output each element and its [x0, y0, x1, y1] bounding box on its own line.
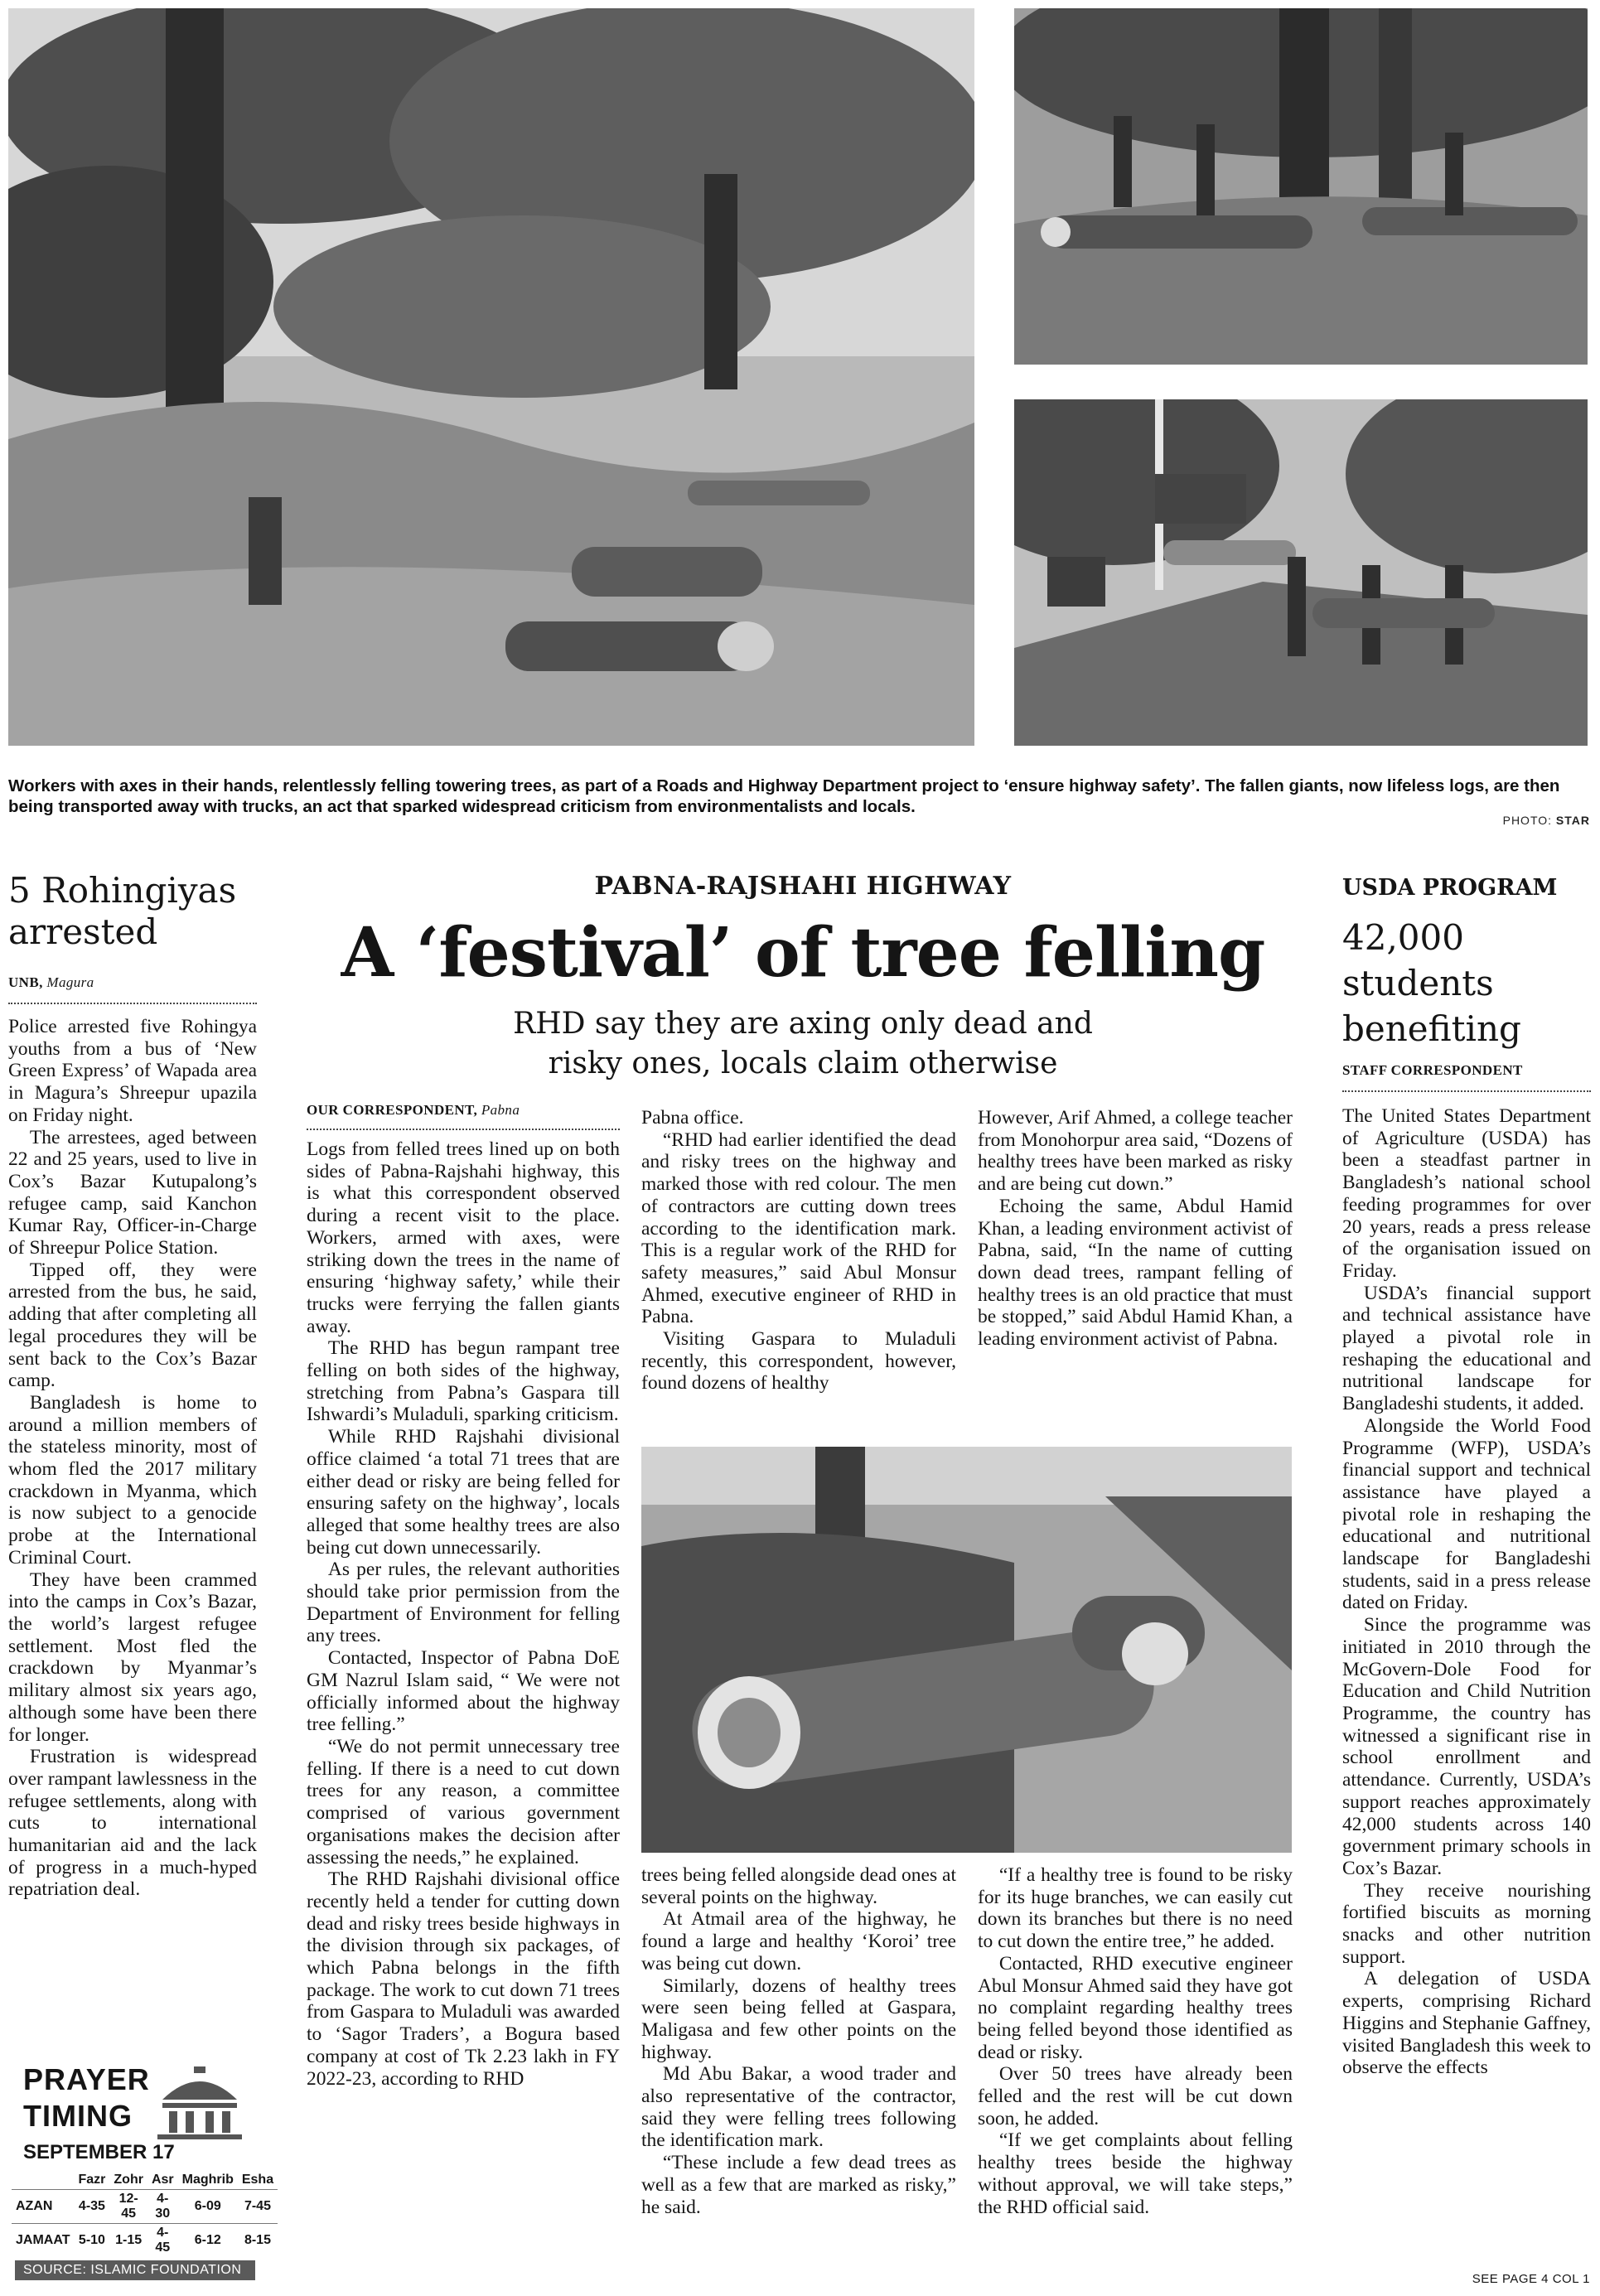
photo-tree-felling-top-right [1014, 8, 1588, 365]
photo-credit-source: STAR [1555, 814, 1590, 827]
left-story-byline [8, 974, 94, 991]
main-story-paragraph: Echoing the same, Abdul Hamid Khan, a leading environment activist of Pabna, said, “In the name of cutting down dead trees, rampant felling of healthy trees is an old practice that must be stopped,” said Abdul Hamid Khan, a leading environment activist of Pabna. [978, 1195, 1293, 1351]
prayer-time: 1-15 [115, 2233, 143, 2247]
prayer-time: 5-10 [78, 2233, 105, 2247]
photo-log-loading-bottom-right [1014, 399, 1588, 746]
photo-credit-label: PHOTO: [1502, 814, 1553, 827]
prayer-time: 4-35 [78, 2199, 105, 2213]
right-story-headline-line1: 42,000 [1342, 917, 1464, 958]
main-story-paragraph: Md Abu Bakar, a wood trader and also representative of the contractor, said they were felling trees following the identification mark. [641, 2063, 956, 2152]
main-story-subhead-line1: RHD say they are axing only dead and [513, 1007, 1093, 1041]
main-story-col2-top [641, 1107, 956, 1395]
prayer-header: Zohr [114, 2173, 143, 2187]
prayer-title-line2: TIMING [23, 2099, 133, 2133]
main-story-paragraph: At Atmail area of the highway, he found a large and healthy ‘Koroi’ tree was being cut down. [641, 1908, 956, 1975]
main-story-paragraph: “We do not permit unnecessary tree felling. If there is a need to cut down trees for any reason, a committee comprised of various government organisations makes the decision after assessing the needs,” he explained. [307, 1735, 620, 1868]
main-story-paragraph: While RHD Rajshahi divisional office claimed ‘a total 71 trees that are either dead or risky are being felled for ensuring safety on the highway’, locals alleged that some healthy trees are also being cut down unnecessarily. [307, 1426, 620, 1559]
left-story-byline-agency: UNB, [8, 974, 43, 990]
prayer-source: SOURCE: ISLAMIC FOUNDATION [15, 2260, 255, 2280]
main-story-byline-place: Pabna [481, 1102, 520, 1118]
right-story-jump[interactable]: SEE PAGE 4 COL 1 [1472, 2272, 1590, 2286]
main-story-byline-source: OUR CORRESPONDENT, [307, 1102, 478, 1118]
main-story-paragraph: “If we get complaints about felling healthy trees beside the highway without approval, we will take steps,” the RHD official said. [978, 2129, 1293, 2218]
right-story-paragraph: They receive nourishing fortified biscuits as morning snacks and other nutrition support. [1342, 1879, 1591, 1968]
right-story-paragraph: The United States Department of Agriculture (USDA) has been a steadfast partner in Bangladesh’s national school feeding programmes for over 20 years, reads a press release of the organisation issued on Friday. [1342, 1105, 1591, 1282]
main-story-col2-bottom [641, 1864, 956, 2218]
right-story-paragraph: USDA’s financial support and technical assistance have played a pivotal role in reshaping the educational and nutritional landscape for Bangladeshi students, it added. [1342, 1282, 1591, 1415]
right-story-byline: STAFF CORRESPONDENT [1342, 1062, 1523, 1078]
prayer-time: 12-45 [118, 2192, 138, 2221]
prayer-header: Fazr [78, 2173, 106, 2187]
left-story-paragraph: Frustration is widespread over rampant lawlessness in the refugee settlements, along with cuts to international humanitarian aid and the lack of progress in a much-hyped repatriation deal. [8, 1746, 257, 1901]
prayer-table-header [12, 2171, 278, 2190]
photo-caption: Workers with axes in their hands, relentlessly felling towering trees, as part of a Roads and Highway Department project to ‘ensure highway safety’. The fallen giants, now lifeless logs, are then being transported away with trucks, an act that sparked widespread criticism from environmentalists and locals. [8, 776, 1560, 816]
main-story-paragraph: The RHD Rajshahi divisional office recently held a tender for cutting down dead and risky trees beside highways in the division through six packages, of which Pabna belongs in the fifth package. The work to cut down 71 trees from Gaspara to Muladuli was awarded to ‘Sagor Traders’, a Bogura based company at cost of Tk 2.23 lakh in FY 2022-23, according to RHD [307, 1868, 620, 2090]
mosque-icon [154, 2065, 245, 2139]
prayer-row [12, 2190, 278, 2224]
left-story-paragraph: The arrestees, aged between 22 and 25 years, used to live in Cox’s Bazar Kutupalong’s refugee camp, said Kanchon Kumar Ray, Officer-in-Charge of Shreepur Police Station. [8, 1126, 257, 1259]
photo-felled-trunks-middle [641, 1447, 1292, 1853]
right-story-paragraph: A delegation of USDA experts, comprising Richard Higgins and Stephanie Gaffney, visited Bangladesh this week to observe the effects [1342, 1968, 1591, 2079]
left-story-paragraph: Tipped off, they were arrested from the bus, he said, adding that after completing all legal procedures they will be sent back to the Cox’s Bazar camp. [8, 1259, 257, 1392]
main-story-headline: A ‘festival’ of tree felling [341, 913, 1265, 993]
main-story-paragraph: The RHD has begun rampant tree felling on both sides of the highway, stretching from Pabna’s Gaspara till Ishwardi’s Muladuli, sparking criticism. [307, 1337, 620, 1426]
right-story-paragraph: Since the programme was initiated in 2010 through the McGovern-Dole Food for Education and Child Nutrition Programme, the country has witnessed a significant rise in school enrollment and attendance. Currently, USDA’s support reaches approximately 42,000 students across 140 government primary schools in Cox’s Bazar. [1342, 1614, 1591, 1879]
main-story-paragraph: Contacted, RHD executive engineer Abul Monsur Ahmed said they have got no complaint regarding healthy trees being felled beyond those identified as dead or risky. [978, 1952, 1293, 2063]
prayer-header: Asr [151, 2173, 174, 2187]
prayer-row [12, 2224, 278, 2258]
main-story-byline [307, 1102, 520, 1119]
prayer-row-label: AZAN [16, 2199, 53, 2213]
right-story-kicker: USDA PROGRAM [1342, 875, 1558, 901]
main-story-col3-bottom [978, 1864, 1293, 2218]
main-story-kicker: PABNA-RAJSHAHI HIGHWAY [594, 872, 1012, 901]
main-story-paragraph: “These include a few dead trees as well as a few that are marked as risky,” he said. [641, 2152, 956, 2218]
main-story-paragraph: “If a healthy tree is found to be risky for its huge branches, we can easily cut down its branches but there is no need to cut down the entire tree,” he added. [978, 1864, 1293, 1953]
prayer-time: 4-45 [155, 2226, 171, 2255]
main-story-paragraph: Over 50 trees have already been felled and the rest will be cut down soon, he added. [978, 2063, 1293, 2129]
main-story-paragraph: trees being felled alongside dead ones at several points on the highway. [641, 1864, 956, 1908]
main-story-paragraph: “RHD had earlier identified the dead and risky trees on the highway and marked those with red colour. The men of contractors are cutting down trees according to the identification mark. This is a regular work of the RHD for safety measures,” said Abul Monsur Ahmed, executive engineer of RHD in Pabna. [641, 1129, 956, 1328]
right-story-paragraph: Alongside the World Food Programme (WFP), USDA’s financial support and technical assistance have played a pivotal role in reshaping the educational and nutritional landscape for Bangladeshi students, said in a press release dated on Friday. [1342, 1414, 1591, 1614]
right-story-headline-line2: students [1342, 963, 1494, 1003]
main-story-paragraph: However, Arif Ahmed, a college teacher from Monohorpur area said, “Dozens of healthy trees have been marked as risky and are being cut down.” [978, 1107, 1293, 1196]
main-story-byline-rule [307, 1129, 620, 1130]
prayer-date: SEPTEMBER 17 [23, 2141, 175, 2163]
prayer-header: Esha [241, 2173, 274, 2187]
left-story-byline-place: Magura [46, 974, 94, 990]
prayer-row-label: JAMAAT [16, 2233, 70, 2247]
main-story-subhead [302, 1004, 1304, 1084]
prayer-title-line1: PRAYER [23, 2062, 150, 2096]
left-story-paragraph: Police arrested five Rohingya youths from a bus of ‘New Green Express’ of Wapada area in Magura’s Shreepur upazila on Friday night. [8, 1016, 257, 1126]
main-story-subhead-line2: risky ones, locals claim otherwise [548, 1046, 1058, 1080]
main-story-paragraph: Visiting Gaspara to Muladuli recently, this correspondent, however, found dozens of healthy [641, 1328, 956, 1395]
right-story-rule [1342, 1090, 1591, 1092]
prayer-time: 6-09 [194, 2199, 221, 2213]
main-story-paragraph: Pabna office. [641, 1107, 744, 1129]
left-story-rule [8, 1003, 257, 1004]
left-story-paragraph: They have been crammed into the camps in Cox’s Bazar, the world’s largest refugee settlement. Most fled the crackdown by Myanmar’s military almost six years ago, although some have been there for longer. [8, 1569, 257, 1746]
main-story-col1 [307, 1138, 620, 2090]
right-story-body [1342, 1105, 1591, 2079]
left-story-body [8, 1016, 257, 1901]
right-story-headline-line3: benefiting [1342, 1008, 1521, 1049]
prayer-time: 7-45 [244, 2199, 271, 2213]
main-story-paragraph: Logs from felled trees lined up on both sides of Pabna-Rajshahi highway, this is what this correspondent observed during a recent visit to the place. Workers, armed with axes, were striking down the trees in the name of ensuring ‘highway safety,’ while their trucks were ferrying the fallen giants away. [307, 1138, 620, 1337]
left-story-headline: 5 Rohingiyas arrested [8, 870, 237, 952]
main-story-paragraph: Contacted, Inspector of Pabna DoE GM Nazrul Islam said, “ We were not officially informed about the highway tree felling.” [307, 1647, 620, 1736]
prayer-time: 8-15 [244, 2233, 271, 2247]
photo-credit [1503, 814, 1590, 827]
main-story-col3-top [978, 1107, 1293, 1351]
prayer-time: 4-30 [155, 2192, 171, 2221]
main-story-paragraph: Similarly, dozens of healthy trees were seen being felled at Gaspara, Maligasa and few other points on the highway. [641, 1975, 956, 2063]
prayer-time: 6-12 [194, 2233, 221, 2247]
prayer-header: Maghrib [181, 2173, 234, 2187]
prayer-table [12, 2171, 278, 2257]
prayer-timing-box [8, 2058, 274, 2290]
right-story-headline [1342, 915, 1591, 1051]
left-story-paragraph: Bangladesh is home to around a million members of the stateless minority, most of whom fled the 2017 military crackdown in Myanma, which is now subject to a genocide probe at the International Criminal Court. [8, 1391, 257, 1569]
main-story-paragraph: As per rules, the relevant authorities should take prior permission from the Department of Environment for felling any trees. [307, 1559, 620, 1647]
photo-tree-felling-left [8, 8, 974, 746]
